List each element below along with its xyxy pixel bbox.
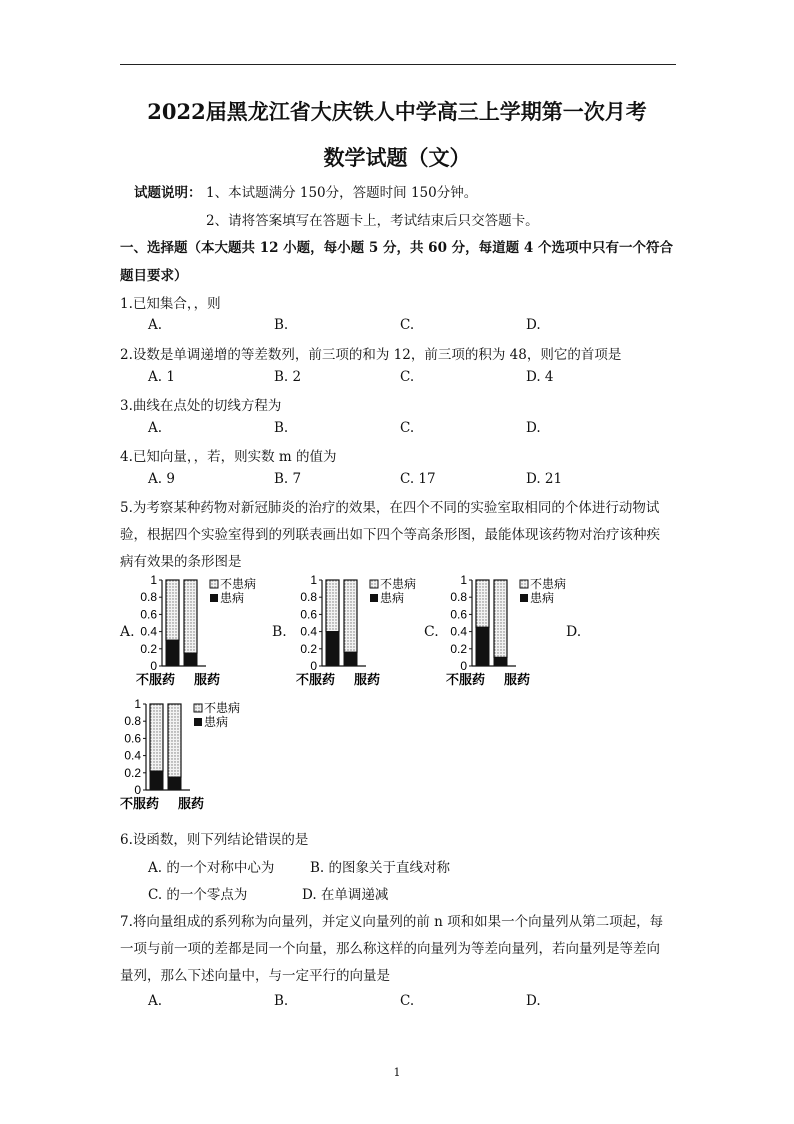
x-category-label: 服药	[194, 673, 221, 688]
y-tick-label: 0	[460, 659, 467, 673]
q7-option-c: C.	[400, 993, 415, 1009]
y-tick-label: 0.2	[140, 641, 157, 656]
legend-label: 患病	[530, 591, 555, 605]
q1-option-c: C.	[400, 317, 415, 333]
chart-svg	[296, 574, 446, 692]
bar-not-ill	[494, 580, 507, 657]
chart-d	[120, 698, 270, 820]
page-subtitle: 数学试题（文）	[323, 145, 471, 170]
q2-option-a: A. 1	[148, 369, 175, 385]
y-tick-label: 0.2	[124, 765, 141, 780]
question-4-stem: 4.已知向量，，若，则实数 m 的值为	[120, 449, 337, 465]
y-tick-label: 0.4	[124, 748, 141, 763]
instructions-label: 试题说明：	[134, 185, 202, 201]
y-tick-label: 0.2	[450, 641, 467, 656]
bar-not-ill	[168, 704, 181, 777]
chart-svg	[446, 574, 596, 692]
page-title: 2022届黑龙江省大庆铁人中学高三上学期第一次月考	[147, 99, 647, 124]
bar-not-ill	[344, 580, 357, 652]
legend-label: 患病	[220, 591, 245, 605]
y-tick-label: 0.4	[450, 624, 467, 639]
question-5-stem-line-2: 验，根据四个实验室得到的列联表画出如下四个等高条形图，最能体现该药物对治疗该种疾	[120, 527, 660, 543]
q5-option-c: C.	[424, 624, 439, 640]
q6-option-a: A. 的一个对称中心为	[148, 860, 275, 876]
q3-option-b: B.	[274, 420, 289, 436]
y-tick-label: 0.6	[124, 731, 141, 746]
legend-label: 患病	[380, 591, 405, 605]
legend-swatch-ill	[520, 594, 528, 602]
y-tick-label: 0	[310, 659, 317, 673]
y-tick-label: 0.8	[450, 590, 467, 605]
header-rule	[120, 64, 676, 65]
bar-ill	[166, 640, 179, 666]
bar-not-ill	[184, 580, 197, 653]
y-tick-label: 0.8	[300, 590, 317, 605]
q4-option-a: A. 9	[148, 471, 175, 487]
question-7-stem-line-1: 7.将向量组成的系列称为向量列，并定义向量列的前 n 项和如果一个向量列从第二项起，每	[120, 914, 664, 930]
x-category-label: 服药	[354, 673, 381, 688]
question-6-stem: 6.设函数，则下列结论错误的是	[120, 832, 309, 848]
q1-option-d: D.	[526, 317, 541, 333]
y-tick-label: 0	[150, 659, 157, 673]
q7-option-d: D.	[526, 993, 541, 1009]
question-7-stem-line-3: 量列，那么下述向量中，与一定平行的向量是	[120, 968, 390, 984]
q5-option-d: D.	[566, 624, 582, 640]
q5-option-b: B.	[272, 624, 287, 640]
bar-not-ill	[166, 580, 179, 640]
bar-ill	[184, 653, 197, 666]
question-5-stem-line-1: 5.为考察某种药物对新冠肺炎的治疗的效果，在四个不同的实验室取相同的个体进行动物试	[120, 500, 660, 516]
bar-ill	[476, 627, 489, 666]
question-1-stem: 1.已知集合，，则	[120, 296, 221, 312]
instructions-line-1: 1、本试题满分 150分，答题时间 150分钟。	[206, 185, 478, 201]
q6-option-b: B. 的图象关于直线对称	[310, 860, 451, 876]
bar-ill	[150, 771, 163, 790]
chart-a	[136, 574, 286, 696]
q5-option-a: A.	[120, 624, 135, 640]
y-tick-label: 0	[134, 783, 141, 797]
bar-not-ill	[326, 580, 339, 632]
q2-option-b: B. 2	[274, 369, 302, 385]
chart-b	[296, 574, 446, 696]
chart-svg	[136, 574, 286, 692]
q2-option-c: C.	[400, 369, 415, 385]
section-heading: 一、选择题（本大题共 12 小题，每小题 5 分，共 60 分，每道题 4 个选项中只有一个符合	[120, 240, 673, 256]
question-5-stem-line-3: 病有效果的条形图是	[120, 554, 242, 570]
q1-option-a: A.	[148, 317, 163, 333]
section-heading-cont: 题目要求）	[120, 268, 188, 284]
y-tick-label: 0.6	[450, 607, 467, 622]
legend-swatch-not-ill	[194, 704, 202, 712]
y-tick-label: 1	[310, 573, 317, 587]
question-2-stem: 2.设数是单调递增的等差数列，前三项的和为 12，前三项的积为 48，则它的首项是	[120, 347, 622, 363]
x-category-label: 不服药	[296, 673, 336, 688]
bar-not-ill	[150, 704, 163, 771]
page-number: 1	[393, 1066, 401, 1079]
legend-swatch-ill	[210, 594, 218, 602]
question-3-stem: 3.曲线在点处的切线方程为	[120, 398, 282, 414]
q4-option-b: B. 7	[274, 471, 302, 487]
legend-swatch-not-ill	[520, 580, 528, 588]
legend-swatch-ill	[194, 718, 202, 726]
legend-label: 患病	[204, 715, 229, 729]
bar-ill	[344, 652, 357, 666]
x-category-label: 不服药	[446, 673, 486, 688]
q7-option-b: B.	[274, 993, 289, 1009]
y-tick-label: 1	[460, 573, 467, 587]
x-category-label: 不服药	[136, 673, 176, 688]
x-category-label: 服药	[178, 797, 205, 812]
bar-ill	[494, 657, 507, 666]
q7-option-a: A.	[148, 993, 163, 1009]
legend-label: 不患病	[204, 701, 241, 715]
legend-label: 不患病	[530, 577, 567, 591]
bar-not-ill	[476, 580, 489, 627]
q3-option-d: D.	[526, 420, 541, 436]
x-category-label: 服药	[504, 673, 531, 688]
instructions-line-2: 2、请将答案填写在答题卡上，考试结束后只交答题卡。	[206, 213, 539, 229]
legend-label: 不患病	[220, 577, 257, 591]
y-tick-label: 0.2	[300, 641, 317, 656]
chart-svg	[120, 698, 270, 816]
q3-option-c: C.	[400, 420, 415, 436]
y-tick-label: 0.6	[140, 607, 157, 622]
y-tick-label: 1	[134, 697, 141, 711]
legend-swatch-not-ill	[210, 580, 218, 588]
q1-option-b: B.	[274, 317, 289, 333]
chart-c	[446, 574, 596, 696]
y-tick-label: 0.4	[300, 624, 317, 639]
q2-option-d: D. 4	[526, 369, 554, 385]
legend-label: 不患病	[380, 577, 417, 591]
q3-option-a: A.	[148, 420, 163, 436]
y-tick-label: 1	[150, 573, 157, 587]
bar-ill	[326, 632, 339, 666]
y-tick-label: 0.4	[140, 624, 157, 639]
question-7-stem-line-2: 一项与前一项的差都是同一个向量，那么称这样的向量列为等差向量列，若向量列是等差向	[120, 941, 660, 957]
bar-ill	[168, 777, 181, 790]
y-tick-label: 0.6	[300, 607, 317, 622]
q6-option-c: C. 的一个零点为	[148, 887, 248, 903]
y-tick-label: 0.8	[140, 590, 157, 605]
y-tick-label: 0.8	[124, 714, 141, 729]
x-category-label: 不服药	[120, 797, 160, 812]
q6-option-d: D. 在单调递减	[302, 887, 389, 903]
legend-swatch-ill	[370, 594, 378, 602]
q4-option-c: C. 17	[400, 471, 436, 487]
q4-option-d: D. 21	[526, 471, 563, 487]
legend-swatch-not-ill	[370, 580, 378, 588]
